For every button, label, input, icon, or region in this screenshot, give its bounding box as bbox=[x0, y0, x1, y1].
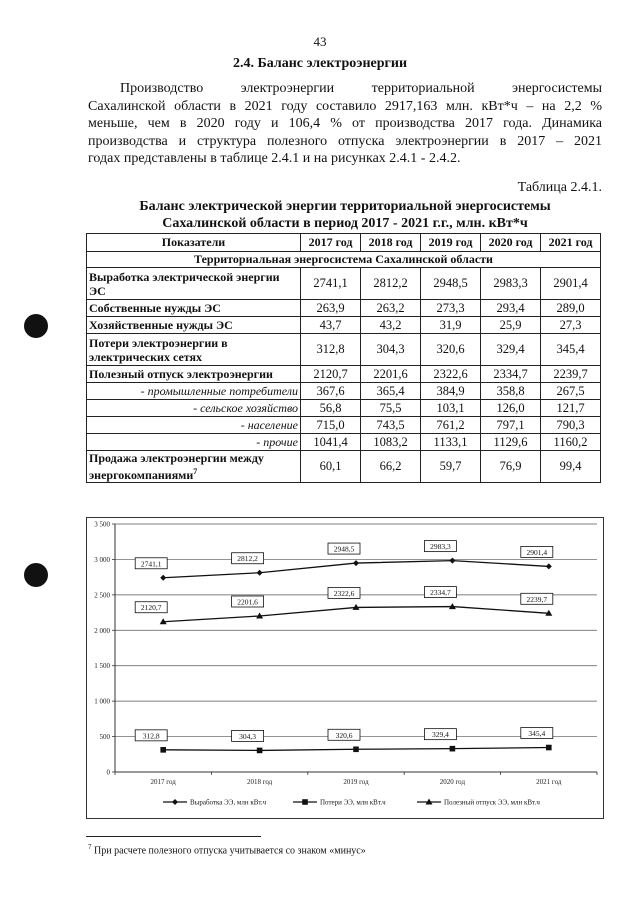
header-cell: 2018 год bbox=[361, 234, 421, 252]
x-tick-label: 2018 год bbox=[246, 778, 273, 786]
row-label bbox=[87, 434, 301, 451]
y-tick-label: 1 500 bbox=[94, 662, 110, 671]
binder-hole-bottom bbox=[24, 563, 48, 587]
value-cell: 66,2 bbox=[361, 451, 421, 483]
series-marker bbox=[546, 563, 552, 569]
footnote-reference: 7 bbox=[193, 467, 198, 476]
value-cell: 60,1 bbox=[301, 451, 361, 483]
table-caption-line: Баланс электрической энергии территориальной энергосистемы bbox=[139, 199, 551, 214]
value-cell: 263,9 bbox=[301, 300, 361, 317]
value-cell: 345,4 bbox=[541, 334, 601, 366]
row-label bbox=[87, 417, 301, 434]
series-marker bbox=[257, 570, 263, 576]
value-cell: 312,8 bbox=[301, 334, 361, 366]
data-label: 2334,7 bbox=[430, 588, 451, 598]
legend-marker bbox=[172, 799, 178, 805]
value-cell: 304,3 bbox=[361, 334, 421, 366]
data-label: 2983,3 bbox=[430, 542, 451, 552]
row-label-text: - прочие bbox=[256, 434, 298, 449]
row-label-text: - население bbox=[240, 417, 298, 432]
table-row bbox=[87, 383, 601, 400]
row-label-text: Собственные нужды ЭС bbox=[89, 301, 221, 315]
value-cell: 43,7 bbox=[301, 317, 361, 334]
legend-label: Полезный отпуск ЭЭ, млн кВт.ч bbox=[444, 798, 540, 807]
table-row bbox=[87, 366, 601, 383]
data-label: 2741,1 bbox=[140, 559, 162, 569]
paragraph-line: меньше, чем в 2020 году и 106,4 % от производства 2017 года. Динамика bbox=[88, 116, 602, 131]
x-tick-label: 2020 год bbox=[439, 778, 466, 786]
balance-line-chart bbox=[87, 518, 603, 818]
row-label-text: Потери электроэнергии в электрических сетях bbox=[89, 335, 228, 364]
footnote-text: При расчете полезного отпуска учитывается со знаком «минус» bbox=[94, 845, 366, 857]
row-label bbox=[87, 383, 301, 400]
data-label: 2120,7 bbox=[140, 603, 162, 613]
value-cell: 2239,7 bbox=[541, 366, 601, 383]
table-caption bbox=[88, 198, 602, 232]
value-cell: 329,4 bbox=[481, 334, 541, 366]
section-title: 2.4. Баланс электроэнергии bbox=[232, 56, 408, 71]
footnote-mark: 7 bbox=[88, 843, 92, 851]
balance-table bbox=[86, 233, 601, 483]
value-cell: 2334,7 bbox=[481, 366, 541, 383]
value-cell: 384,9 bbox=[421, 383, 481, 400]
value-cell: 267,5 bbox=[541, 383, 601, 400]
value-cell: 2201,6 bbox=[361, 366, 421, 383]
value-cell: 273,3 bbox=[421, 300, 481, 317]
data-label: 320,6 bbox=[335, 730, 353, 740]
value-cell: 320,6 bbox=[421, 334, 481, 366]
data-label: 2239,7 bbox=[526, 594, 548, 604]
value-cell: 263,2 bbox=[361, 300, 421, 317]
value-cell: 43,2 bbox=[361, 317, 421, 334]
page-number: 43 bbox=[313, 34, 327, 49]
y-tick-label: 1 000 bbox=[94, 697, 110, 706]
x-tick-label: 2017 год bbox=[150, 778, 176, 786]
value-cell: 99,4 bbox=[541, 451, 601, 483]
value-cell: 2741,1 bbox=[301, 268, 361, 300]
table-caption-line: Сахалинской области в период 2017 - 2021 г.г., млн. кВт*ч bbox=[162, 216, 528, 231]
value-cell: 75,5 bbox=[361, 400, 421, 417]
row-label bbox=[87, 400, 301, 417]
legend-marker bbox=[302, 799, 308, 805]
value-cell: 1083,2 bbox=[361, 434, 421, 451]
data-label: 2322,6 bbox=[333, 588, 355, 598]
value-cell: 367,6 bbox=[301, 383, 361, 400]
data-label: 345,4 bbox=[528, 729, 546, 739]
value-cell: 2120,7 bbox=[301, 366, 361, 383]
row-label-text: - сельское хозяйство bbox=[193, 400, 298, 415]
row-label bbox=[87, 366, 301, 383]
x-tick-label: 2019 год bbox=[343, 778, 369, 786]
value-cell: 797,1 bbox=[481, 417, 541, 434]
value-cell: 2322,6 bbox=[421, 366, 481, 383]
series-marker bbox=[546, 745, 552, 751]
value-cell: 1129,6 bbox=[481, 434, 541, 451]
data-label: 2901,4 bbox=[526, 547, 548, 557]
value-cell: 59,7 bbox=[421, 451, 481, 483]
header-cell: Показатели bbox=[87, 234, 301, 252]
y-tick-label: 500 bbox=[99, 733, 110, 742]
value-cell: 790,3 bbox=[541, 417, 601, 434]
data-label: 304,3 bbox=[239, 731, 257, 741]
paragraph-line: годах представлены в таблице 2.4.1 и на рисунках 2.4.1 - 2.4.2. bbox=[88, 151, 461, 166]
data-label: 2812,2 bbox=[237, 554, 258, 564]
row-label-text: Выработка электрической энергии ЭС bbox=[89, 269, 280, 298]
series-marker bbox=[353, 560, 359, 566]
value-cell: 27,3 bbox=[541, 317, 601, 334]
table-row bbox=[87, 451, 601, 483]
data-label: 329,4 bbox=[431, 730, 449, 740]
legend-label: Потери ЭЭ, млн кВт.ч bbox=[320, 798, 386, 807]
value-cell: 761,2 bbox=[421, 417, 481, 434]
data-label: 2201,6 bbox=[237, 597, 258, 607]
footnote bbox=[88, 843, 366, 856]
series-marker bbox=[160, 575, 166, 581]
table-row bbox=[87, 400, 601, 417]
row-label bbox=[87, 334, 301, 366]
y-tick-label: 2 500 bbox=[94, 591, 110, 600]
paragraph-line: производства и структура полезного отпуска электроэнергии в 2017 – 2021 bbox=[88, 133, 602, 149]
intro-paragraph bbox=[88, 80, 602, 168]
chart-frame bbox=[86, 517, 604, 819]
data-label: 312,8 bbox=[142, 731, 160, 741]
region-row bbox=[87, 252, 601, 268]
legend-label: Выработка ЭЭ, млн кВт.ч bbox=[190, 798, 267, 807]
y-tick-label: 3 500 bbox=[94, 520, 110, 529]
value-cell: 103,1 bbox=[421, 400, 481, 417]
row-label bbox=[87, 317, 301, 334]
value-cell: 289,0 bbox=[541, 300, 601, 317]
table-row bbox=[87, 434, 601, 451]
footnote-rule bbox=[86, 836, 261, 837]
value-cell: 2948,5 bbox=[421, 268, 481, 300]
table-row bbox=[87, 334, 601, 366]
series-marker bbox=[449, 558, 455, 564]
header-cell: 2017 год bbox=[301, 234, 361, 252]
value-cell: 121,7 bbox=[541, 400, 601, 417]
series-marker bbox=[450, 746, 456, 752]
row-label-text: Продажа электроэнергии между энергокомпаниями bbox=[89, 451, 264, 482]
value-cell: 2812,2 bbox=[361, 268, 421, 300]
header-cell: 2020 год bbox=[481, 234, 541, 252]
table-header-row bbox=[87, 234, 601, 252]
row-label bbox=[87, 451, 301, 483]
value-cell: 25,9 bbox=[481, 317, 541, 334]
series-marker bbox=[160, 747, 166, 753]
y-tick-label: 2 000 bbox=[94, 626, 110, 635]
y-tick-label: 3 000 bbox=[94, 555, 110, 564]
value-cell: 2901,4 bbox=[541, 268, 601, 300]
value-cell: 715,0 bbox=[301, 417, 361, 434]
data-label: 2948,5 bbox=[333, 544, 355, 554]
table-row bbox=[87, 417, 601, 434]
value-cell: 358,8 bbox=[481, 383, 541, 400]
paragraph-line: Производство электроэнергии территориальной энергосистемы bbox=[120, 81, 602, 96]
row-label bbox=[87, 268, 301, 300]
series-marker bbox=[353, 746, 359, 752]
value-cell: 126,0 bbox=[481, 400, 541, 417]
value-cell: 2983,3 bbox=[481, 268, 541, 300]
x-tick-label: 2021 год bbox=[536, 778, 562, 786]
value-cell: 31,9 bbox=[421, 317, 481, 334]
table-row bbox=[87, 268, 601, 300]
row-label-text: - промышленные потребители bbox=[140, 383, 298, 398]
paragraph-line: Сахалинской области в 2021 году составило 2917,163 млн. кВт*ч – на 2,2 % bbox=[88, 98, 602, 114]
table-row bbox=[87, 317, 601, 334]
value-cell: 56,8 bbox=[301, 400, 361, 417]
value-cell: 293,4 bbox=[481, 300, 541, 317]
binder-hole-top bbox=[24, 314, 48, 338]
header-cell: 2019 год bbox=[421, 234, 481, 252]
value-cell: 76,9 bbox=[481, 451, 541, 483]
value-cell: 1133,1 bbox=[421, 434, 481, 451]
region-cell: Территориальная энергосистема Сахалинской области bbox=[87, 252, 601, 268]
row-label bbox=[87, 300, 301, 317]
value-cell: 365,4 bbox=[361, 383, 421, 400]
row-label-text: Хозяйственные нужды ЭС bbox=[89, 318, 233, 332]
table-row bbox=[87, 300, 601, 317]
table-label: Таблица 2.4.1. bbox=[517, 180, 602, 195]
value-cell: 1041,4 bbox=[301, 434, 361, 451]
value-cell: 743,5 bbox=[361, 417, 421, 434]
header-cell: 2021 год bbox=[541, 234, 601, 252]
y-tick-label: 0 bbox=[106, 768, 110, 777]
series-marker bbox=[257, 748, 263, 754]
row-label-text: Полезный отпуск электроэнергии bbox=[89, 367, 273, 381]
value-cell: 1160,2 bbox=[541, 434, 601, 451]
